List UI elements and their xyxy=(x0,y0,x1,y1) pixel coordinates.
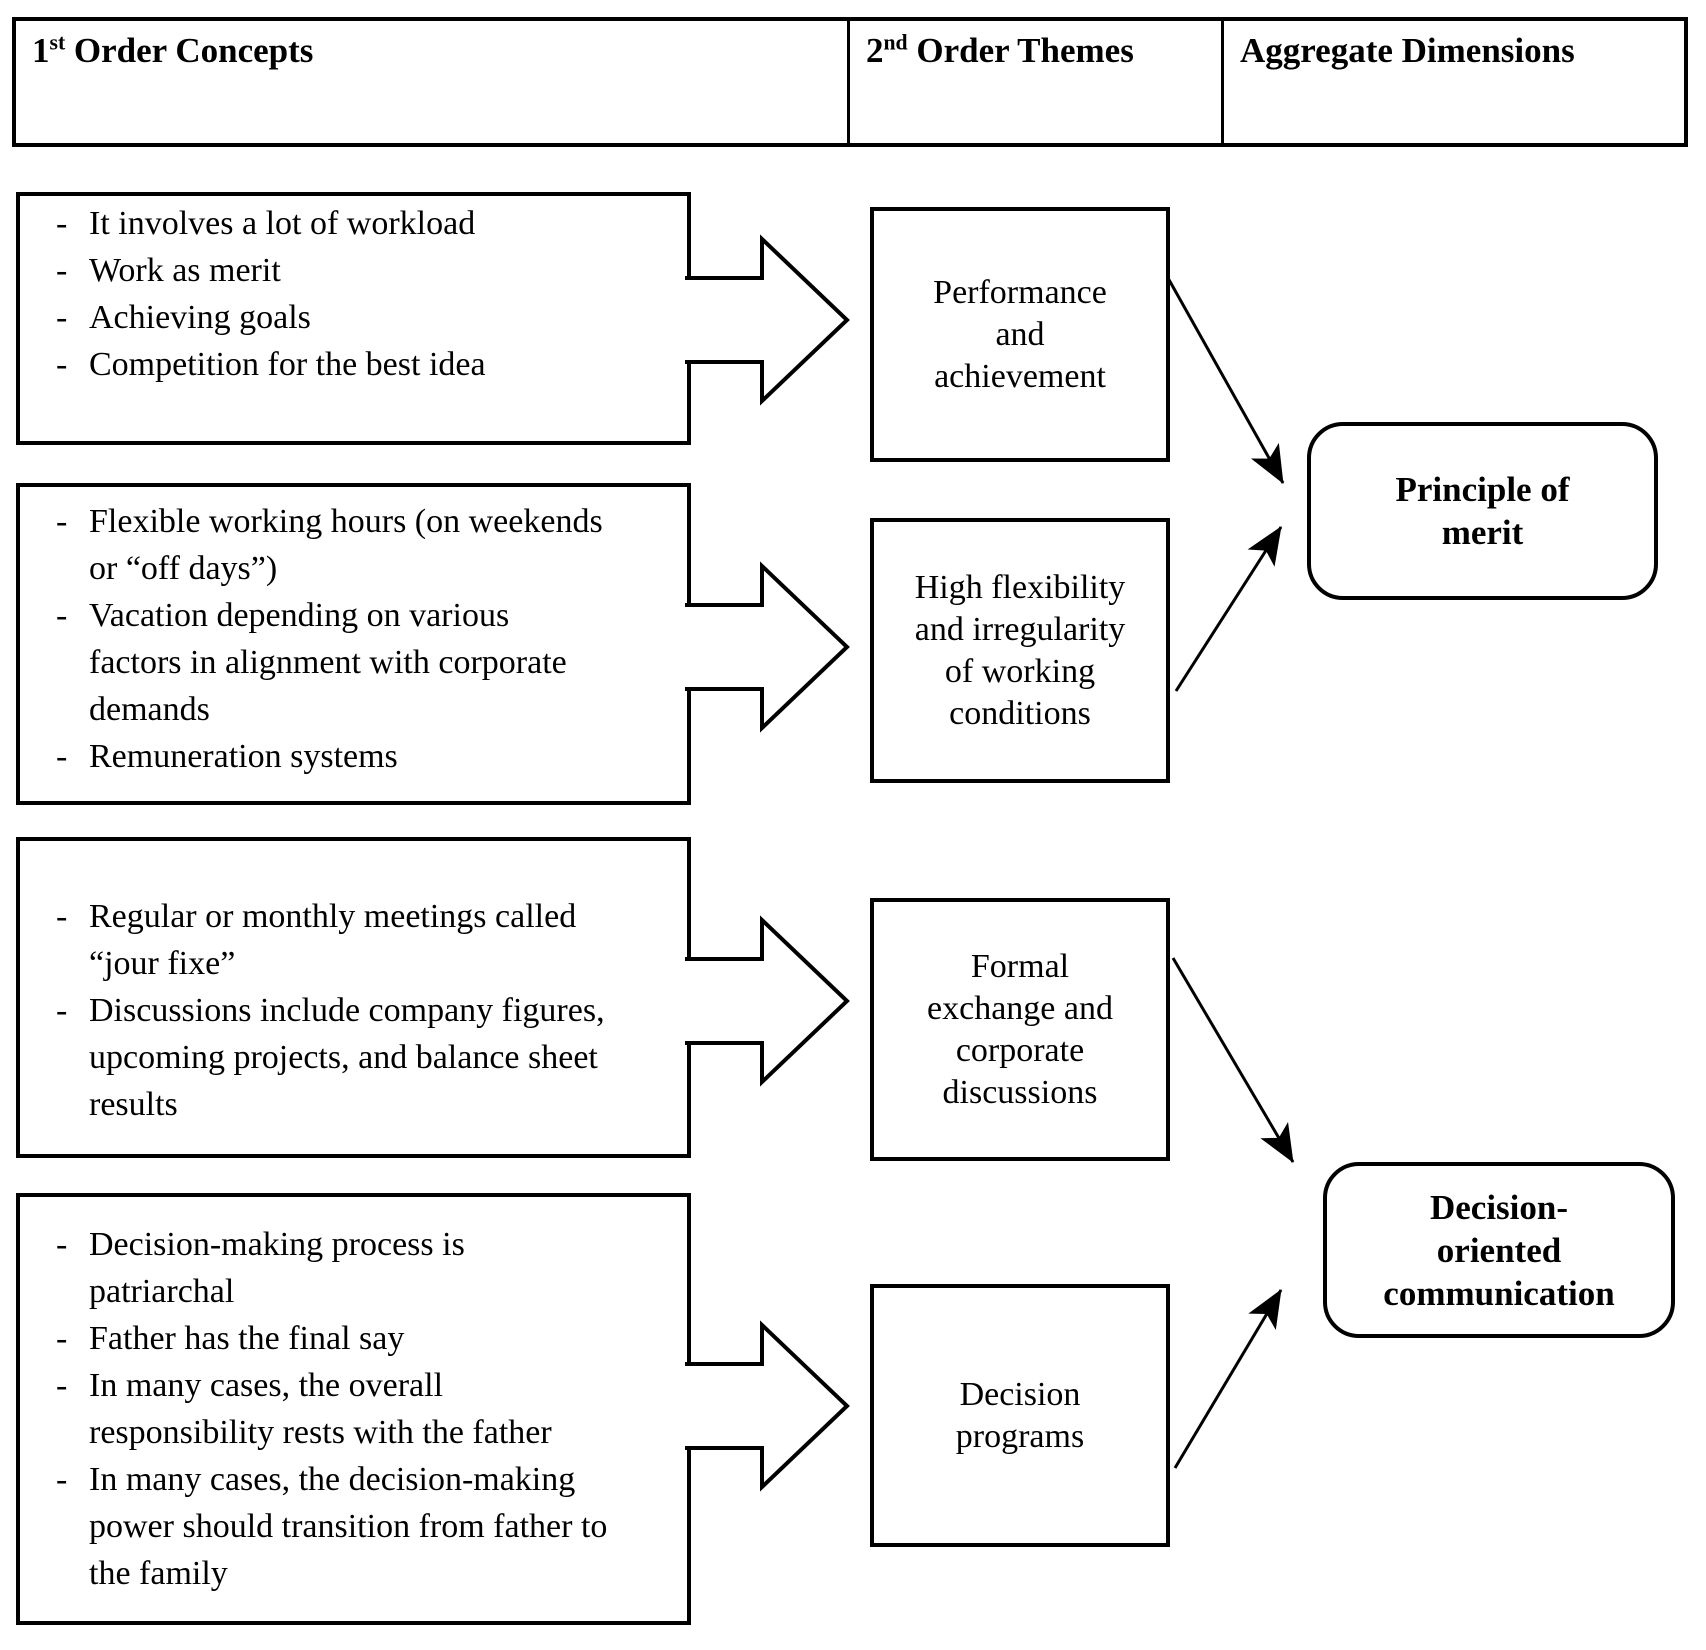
block-arrow-concepts-to-formal-exchange xyxy=(685,920,847,1082)
label-line: Decision xyxy=(959,1375,1081,1413)
link-arrow-flexibility-to-merit xyxy=(1176,527,1281,691)
bullet-dash: - xyxy=(56,898,68,935)
bullet-item xyxy=(56,1362,667,1456)
bullet-text: Work as merit xyxy=(89,252,281,289)
bullet-dash: - xyxy=(56,1320,68,1357)
bullet-item xyxy=(56,1456,667,1597)
bullet-text: Father has the final say xyxy=(89,1320,405,1357)
header-col-aggregate-dimensions: Aggregate Dimensions xyxy=(1240,31,1575,70)
label-line: corporate xyxy=(955,1031,1085,1069)
bullet-dash: - xyxy=(56,205,68,242)
label-line: Performance xyxy=(933,273,1107,311)
bullet-dash: - xyxy=(56,738,68,775)
bullet-text: Flexible working hours (on weekends or “off days”) xyxy=(89,503,603,587)
concept-box-performance xyxy=(16,192,691,445)
label-line: and irregularity xyxy=(914,610,1126,648)
label-line: communication xyxy=(1383,1273,1615,1313)
bullet-dash: - xyxy=(56,252,68,289)
header-col-second-order-themes: 2nd Order Themes xyxy=(850,21,1224,143)
bullet-dash: - xyxy=(56,1461,68,1498)
header-col-first-order-concepts: 1st Order Concepts xyxy=(16,21,850,143)
bullet-text: In many cases, the overall responsibility rests with the father xyxy=(89,1367,552,1451)
bullet-dash: - xyxy=(56,1367,68,1404)
bullet-text: Decision-making process is patriarchal xyxy=(89,1226,465,1310)
bullet-text: Achieving goals xyxy=(89,299,311,336)
bullet-item xyxy=(56,987,667,1128)
aggregate-box-principle-of-merit xyxy=(1307,422,1658,600)
bullet-text: It involves a lot of workload xyxy=(89,205,476,242)
concept-box-meetings xyxy=(16,837,691,1158)
bullet-text: Remuneration systems xyxy=(89,738,398,775)
concept-box-decisions xyxy=(16,1193,691,1625)
bullet-item xyxy=(56,893,667,987)
bullet-text: In many cases, the decision-making power should transition from father to the family xyxy=(89,1461,608,1592)
label-line: programs xyxy=(955,1417,1085,1455)
theme-box-flexibility-irregularity xyxy=(870,518,1170,783)
label-line: merit xyxy=(1441,513,1524,552)
bullet-text: Regular or monthly meetings called “jour fixe” xyxy=(89,898,577,982)
bullet-dash: - xyxy=(56,503,68,540)
theme-box-formal-exchange xyxy=(870,898,1170,1161)
label-line: Formal xyxy=(970,947,1070,985)
label-line: achievement xyxy=(934,357,1106,395)
bullet-item xyxy=(56,1315,667,1362)
label-line: discussions xyxy=(942,1073,1098,1111)
theme-box-performance-achievement xyxy=(870,207,1170,462)
bullet-item xyxy=(56,592,667,733)
link-arrow-performance-to-merit xyxy=(1168,278,1283,483)
bullet-text: Discussions include company figures, upcoming projects, and balance sheet results xyxy=(89,992,605,1123)
bullet-dash: - xyxy=(56,299,68,336)
bullet-item xyxy=(56,498,667,592)
bullet-item xyxy=(56,341,667,388)
bullet-item xyxy=(56,733,667,780)
label-line: High flexibility xyxy=(914,568,1126,606)
ordinal-suffix: st xyxy=(49,30,66,55)
bullet-text: Vacation depending on various factors in alignment with corporate demands xyxy=(89,597,567,728)
bullet-dash: - xyxy=(56,346,68,383)
bullet-item xyxy=(56,1221,667,1315)
link-arrow-formal-exchange-to-communication xyxy=(1173,958,1293,1162)
bullet-dash: - xyxy=(56,992,68,1029)
aggregate-box-decision-oriented-communication xyxy=(1323,1162,1675,1338)
label-line: of working xyxy=(944,652,1096,690)
header-table xyxy=(12,17,1688,147)
concept-box-flexibility xyxy=(16,483,691,805)
link-arrow-decision-programs-to-communication xyxy=(1175,1290,1281,1468)
bullet-dash: - xyxy=(56,1226,68,1263)
bullet-item xyxy=(56,294,667,341)
label-line: Decision- xyxy=(1429,1187,1569,1227)
ordinal-suffix: nd xyxy=(883,30,908,55)
bullet-item xyxy=(56,200,667,247)
bullet-text: Competition for the best idea xyxy=(89,346,486,383)
label-line: conditions xyxy=(949,694,1091,732)
label-line: and xyxy=(995,315,1045,353)
block-arrow-concepts-to-performance xyxy=(685,239,847,401)
block-arrow-concepts-to-decision-programs xyxy=(685,1325,847,1487)
bullet-dash: - xyxy=(56,597,68,634)
label-line: Principle of xyxy=(1395,470,1570,509)
label-line: exchange and xyxy=(927,989,1113,1027)
label-line: oriented xyxy=(1436,1230,1562,1270)
bullet-item xyxy=(56,247,667,294)
theme-box-decision-programs xyxy=(870,1284,1170,1547)
block-arrow-concepts-to-flexibility xyxy=(685,566,847,728)
